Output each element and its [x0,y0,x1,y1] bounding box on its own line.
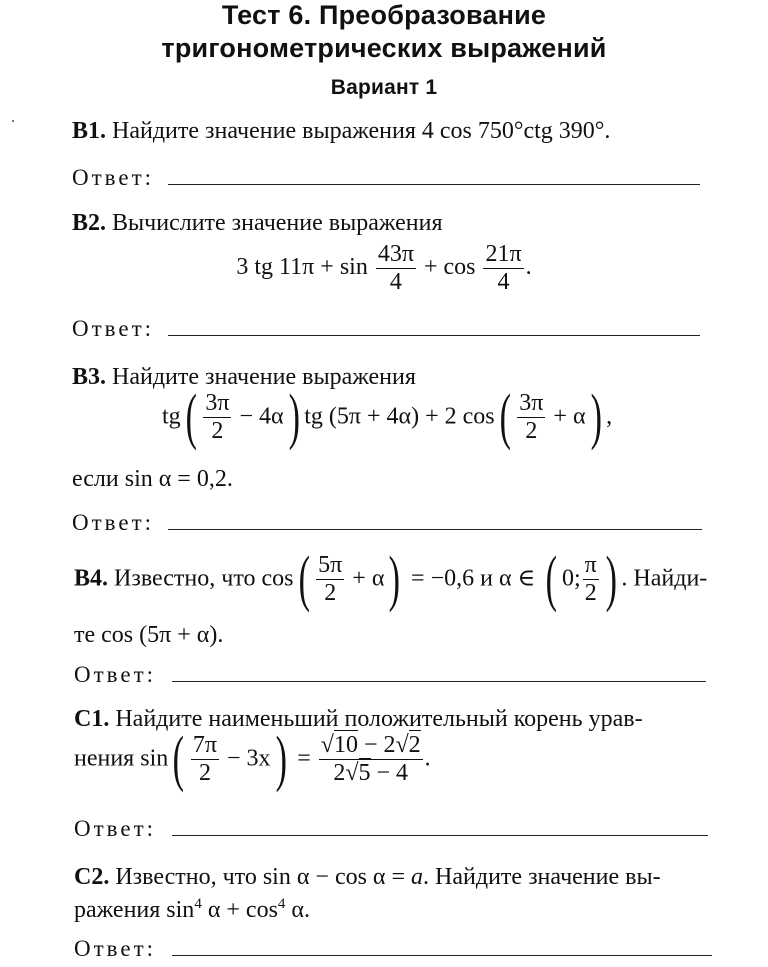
denominator [319,759,423,786]
formula-part: − 4 [370,760,409,787]
task-text: Известно, что sin α − cos α = [115,864,412,890]
denominator: 2 [203,417,231,444]
fraction [376,242,416,295]
numerator: 3π [519,390,544,417]
answer-label: Ответ: [72,316,155,341]
formula-part: . [525,254,532,281]
fraction [316,553,344,606]
formula-part: − 4α [239,403,284,430]
variant-heading: Вариант 1 [330,76,438,99]
task-label: B2. [72,210,107,236]
formula-part: + α [553,403,586,430]
page-title-line2: тригонометрических выражений [161,33,607,63]
formula-part: tg [162,403,181,430]
task-c1 [74,706,643,733]
left-paren: ( [499,383,511,451]
task-text: + α [352,565,385,592]
radicand: 2 [408,732,421,759]
task-text: . Найди- [621,565,708,592]
formula-b3 [162,383,613,451]
task-text: α + cos [201,897,278,923]
numerator: 21π [485,241,522,267]
task-text: Вычислите значение выражения [112,210,443,236]
task-c2 [74,864,661,891]
answer-line[interactable] [168,335,700,336]
task-text: нения sin [74,745,169,772]
answer-label: Ответ: [74,662,157,687]
fraction [203,391,231,444]
formula-c1 [74,725,431,793]
exponent: 4 [194,896,202,912]
task-b3-condition: если sin α = 0,2. [72,466,233,492]
answer-line[interactable] [172,835,708,836]
formula-part: , [606,403,613,430]
answer-label: Ответ: [74,816,157,841]
denominator: 2 [517,417,545,444]
task-text: = [297,745,311,772]
left-paren: ( [545,545,558,613]
left-paren: ( [172,725,185,793]
left-paren: ( [298,545,310,613]
right-paren: ) [590,383,602,451]
formula-b2 [0,242,768,295]
fraction [191,733,219,786]
right-paren: ) [605,545,617,613]
answer-line[interactable] [172,955,712,956]
answer-line[interactable] [168,529,702,530]
task-text: . Найдите значение вы- [423,864,661,890]
numerator: 3π [205,390,230,417]
right-paren: ) [275,725,287,793]
page-title-line1: Тест 6. Преобразование [221,0,547,30]
task-c2-line2 [74,896,310,924]
variable: a [411,864,424,890]
task-text: Найдите наименьший положительный корень урав- [115,706,643,732]
formula-part: 3 tg 11π + sin [236,254,368,281]
task-b1 [72,118,610,145]
task-text: 0; [561,565,581,592]
task-b4-line2: те cos (5π + α). [74,622,224,648]
left-paren: ( [185,383,197,451]
task-label: C1. [74,706,110,732]
numerator: 7π [192,732,218,759]
task-text: α. [285,897,310,923]
answer-line[interactable] [168,184,700,185]
radicand: 5 [358,760,371,787]
formula-part: − 2 [357,732,396,759]
denominator: 2 [316,579,344,606]
fraction [583,553,599,606]
sqrt-sign: √ [345,760,359,787]
denominator: 2 [583,579,599,606]
formula-part: 2 [333,760,346,787]
task-text: = −0,6 и α ∈ [411,565,536,592]
fraction [483,242,523,295]
answer-label: Ответ: [72,165,155,190]
right-paren: ) [389,545,401,613]
numerator [319,733,423,759]
task-label: B1. [72,118,107,144]
task-text: ражения sin [74,897,195,923]
task-label: B3. [72,364,107,390]
answer-label: Ответ: [72,510,155,535]
numerator: π [584,552,597,579]
task-b4 [74,545,708,613]
task-label: C2. [74,864,110,890]
task-text: Известно, что cos [114,565,294,592]
task-text: Найдите значение выражения [112,364,416,390]
numerator: 5π [318,552,343,579]
task-b2 [72,210,443,237]
fraction [319,733,423,786]
sqrt-sign: √ [395,732,409,759]
task-label: B4. [74,565,109,592]
denominator: 4 [483,268,523,295]
right-paren: ) [288,383,300,451]
denominator: 2 [191,759,219,786]
radicand: 10 [333,732,358,759]
answer-label: Ответ: [74,936,157,961]
sqrt-sign: √ [320,732,334,759]
task-text: − 3x [227,745,271,772]
scan-dot [12,120,14,122]
formula-part: tg (5π + 4α) + 2 cos [304,403,495,430]
exponent: 4 [277,896,286,912]
answer-line[interactable] [172,681,706,682]
numerator: 43π [377,241,414,267]
formula-part: + cos [423,254,476,281]
fraction [517,391,545,444]
task-b3 [72,364,416,391]
formula-part: . [424,745,431,772]
task-text: Найдите значение выражения 4 cos 750°ctg 390°. [112,118,611,144]
denominator: 4 [376,268,416,295]
